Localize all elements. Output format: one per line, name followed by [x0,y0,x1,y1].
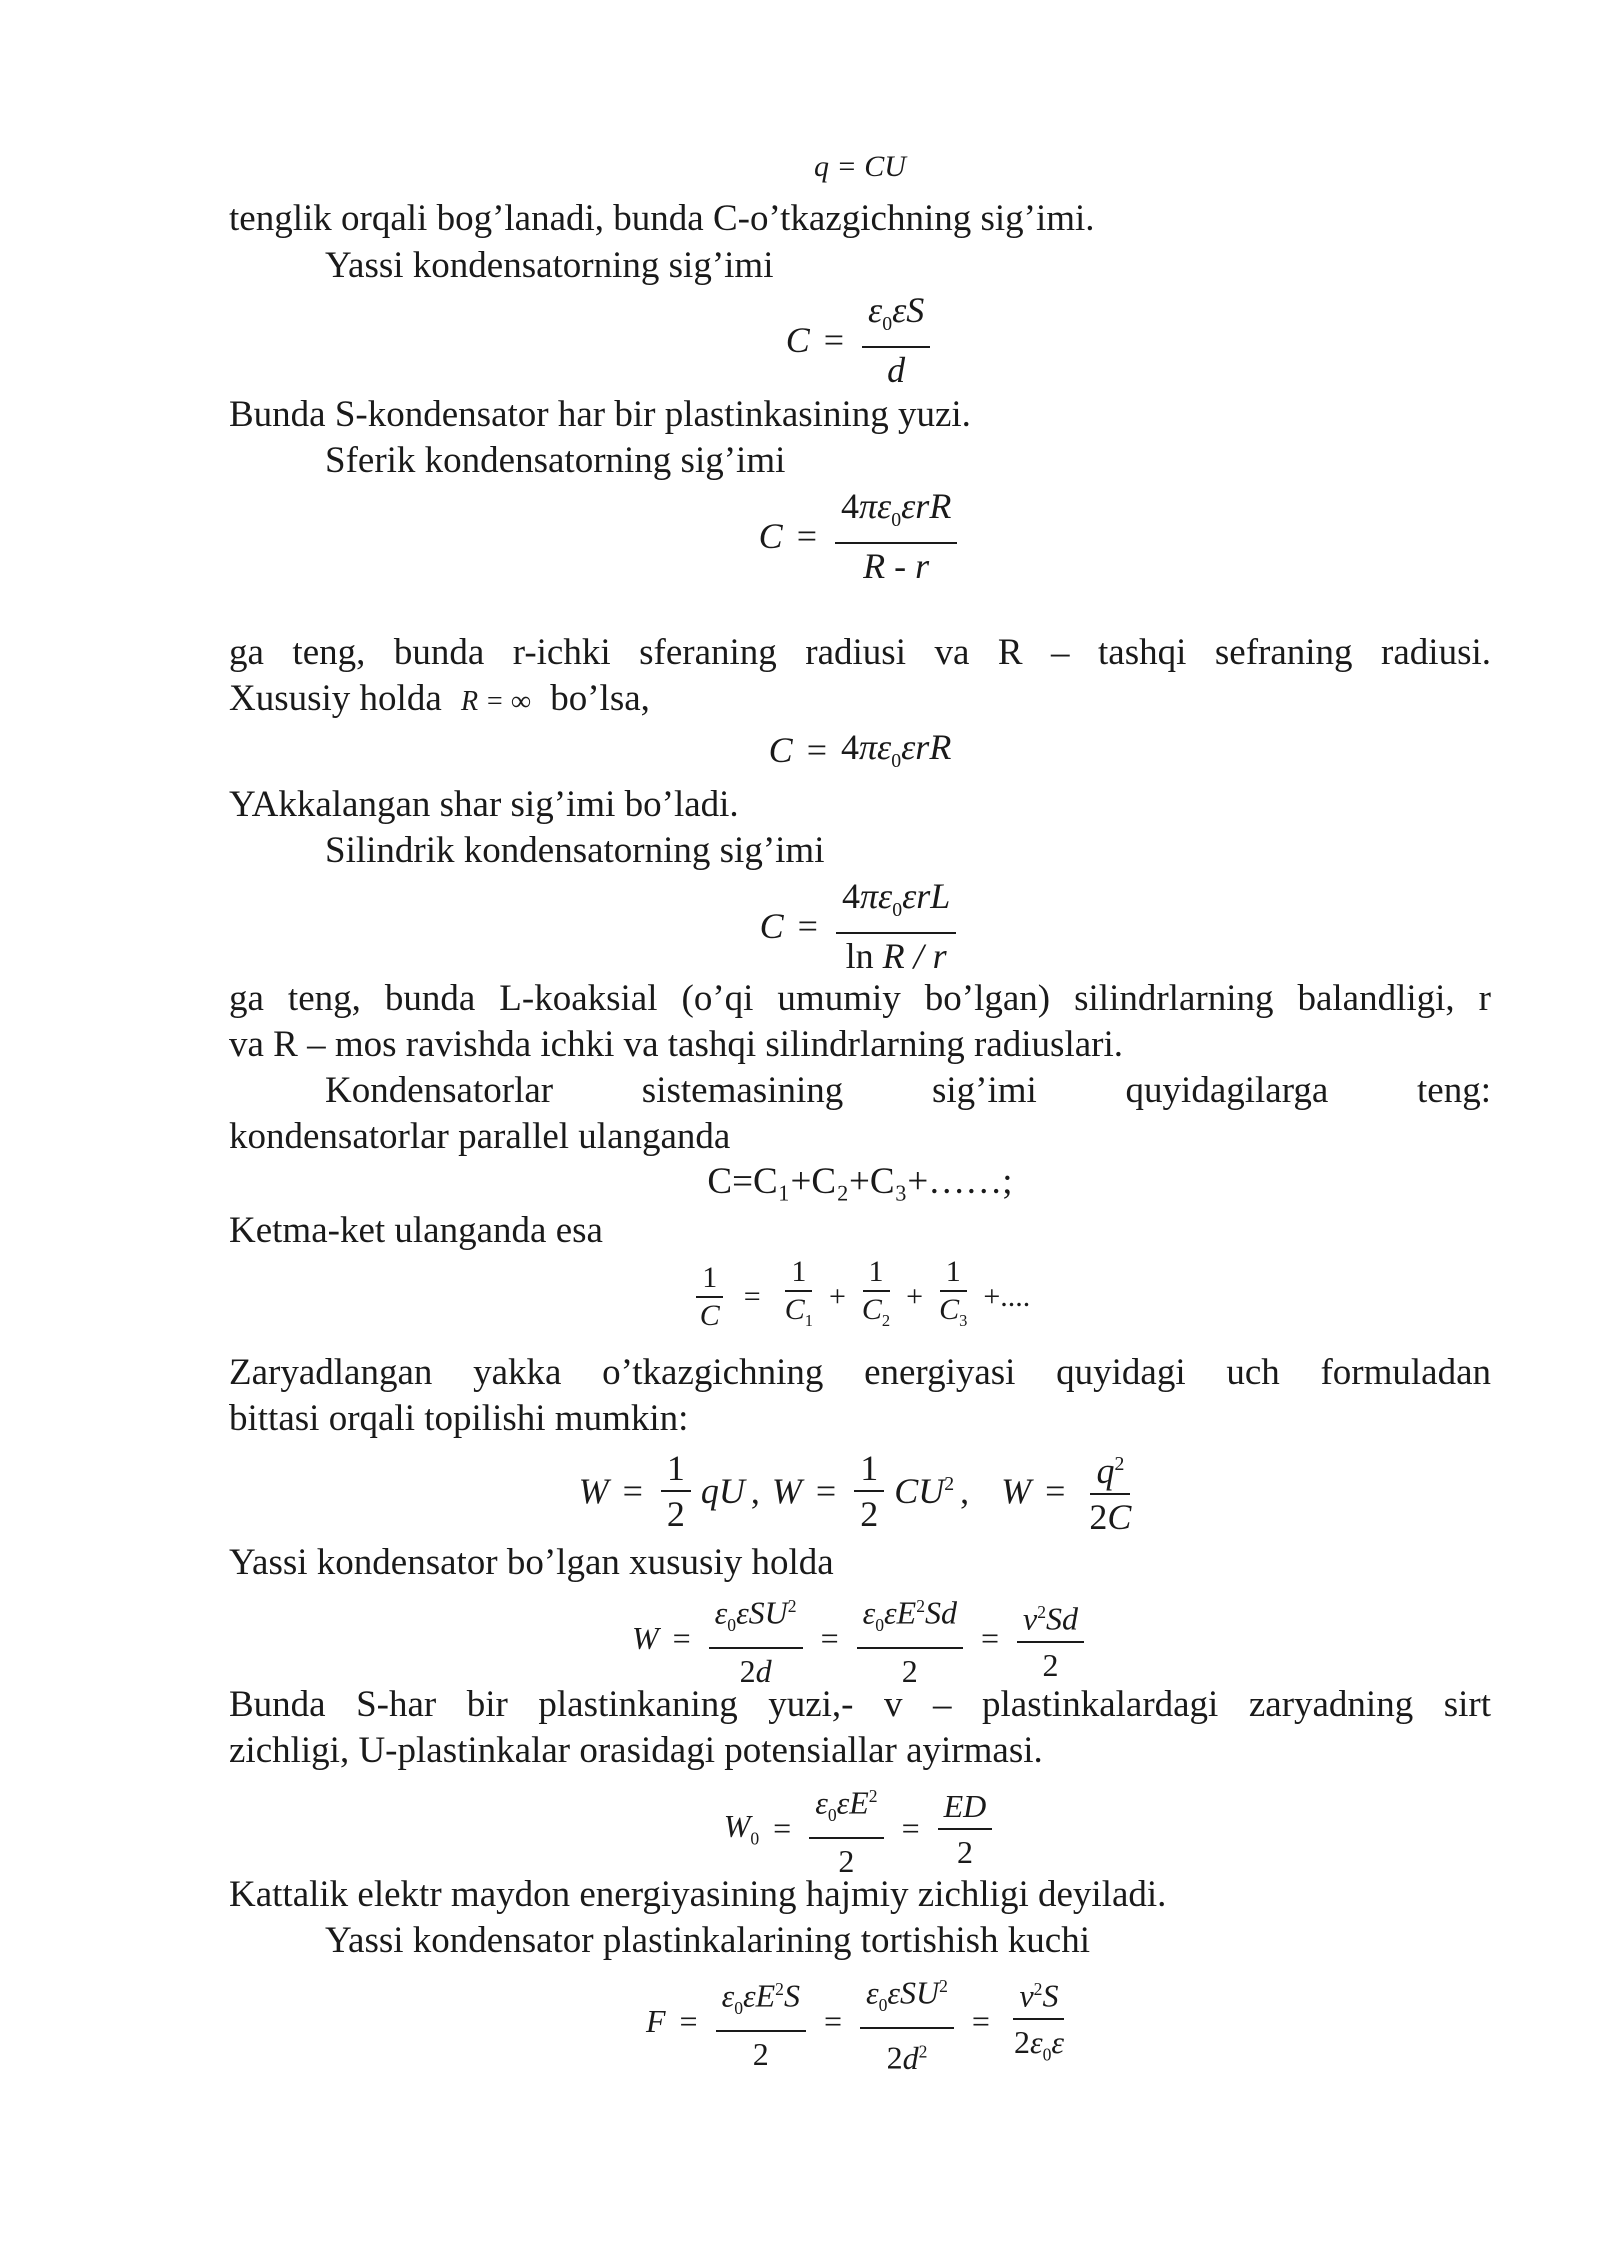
paragraph-line: Xususiy holda R = ∞ bo’lsa, [229,678,650,719]
formula-isolated-sphere: C = $4\pi\varepsilon_0\varepsilon rR$ [768,727,952,773]
paragraph-line: Kondensatorlar sistemasining sig’imi quyidagilarga teng: [325,1070,1491,1111]
formula-energy: W = $\frac{1}{2}$ qU , W = $\frac{1}{2}$ $CU^2$ , W = $\frac{q^2}{2C}$ [229,1444,1491,1537]
paragraph-line: Kattalik elektr maydon energiyasining hajmiy zichligi deyiladi. [229,1874,1167,1915]
paragraph-line: Yassi kondensator plastinkalarining tortishish kuchi [325,1920,1090,1961]
formula-charge: q = CU [814,150,906,183]
paragraph-line: Yassi kondensatorning sig’imi [325,245,774,286]
paragraph-line: Yassi kondensator bo’lgan xususiy holda [229,1542,834,1583]
paragraph-line: zichligi, U-plastinkalar orasidagi potensiallar ayirmasi. [229,1730,1043,1771]
formula-cylindrical-capacitor: C = $\frac{4\pi\varepsilon_0\varepsilon rL}{\text{ln R / r}}$ [229,876,1491,976]
formula-series: $\frac{1}{C}$ = $\frac{1}{C_1}$ + $\frac{1}{C_2}$ + $\frac{1}{C_3}$ +.... [229,1256,1491,1337]
formula-flat-capacitor: C = $\frac{\varepsilon_0\varepsilon S}{d}$ [229,290,1491,390]
paragraph-line: Silindrik kondensatorning sig’imi [325,830,825,871]
paragraph-line: va R – mos ravishda ichki va tashqi silindrlarning radiuslari. [229,1024,1123,1065]
formula-attraction-force: F = $\frac{\varepsilon_0\varepsilon E^2S}{2}$ = $\frac{\varepsilon_0\varepsilon SU^2}{2d^2}$ = $\frac{v^2S}{2\varepsilon_0\varepsilon}$ [229,1966,1491,2078]
paragraph-line: Zaryadlangan yakka o’tkazgichning energiyasi quyidagi uch formuladan [229,1352,1491,1393]
formula-flat-energy: W = $\frac{\varepsilon_0\varepsilon SU^2}{2d}$ = $\frac{\varepsilon_0\varepsilon E^2Sd}{2}$ = $\frac{v^2Sd}{2}$ [229,1586,1491,1691]
formula-energy-density: $W_0$ = $\frac{\varepsilon_0\varepsilon E^2}{2}$ = $\frac{ED}{2}$ [229,1776,1491,1881]
formula-parallel: C=C₁+C₂+C₃+……; [707,1161,1013,1202]
paragraph-line: Ketma-ket ulanganda esa [229,1210,603,1251]
paragraph-line: tenglik orqali bog’lanadi, bunda C-o’tkazgichning sig’imi. [229,198,1095,239]
paragraph-line: bittasi orqali topilishi mumkin: [229,1398,689,1439]
paragraph-line: Sferik kondensatorning sig’imi [325,440,786,481]
paragraph-line: Bunda S-kondensator har bir plastinkasining yuzi. [229,394,971,435]
paragraph-line: ga teng, bunda L-koaksial (o’qi umumiy bo’lgan) silindrlarning balandligi, r [229,978,1491,1019]
paragraph-line: Bunda S-har bir plastinkaning yuzi,- v – plastinkalardagi zaryadning sirt [229,1684,1491,1725]
formula-spherical-capacitor: C = $\frac{4\pi\varepsilon_0\varepsilon rR}{R - r}$ [229,486,1491,586]
paragraph-line: kondensatorlar parallel ulanganda [229,1116,731,1157]
formula-r-infinity: R = ∞ [461,686,531,717]
paragraph-line: ga teng, bunda r-ichki sferaning radiusi va R – tashqi sefraning radiusi. [229,632,1491,673]
paragraph-line: YAkkalangan shar sig’imi bo’ladi. [229,784,739,825]
